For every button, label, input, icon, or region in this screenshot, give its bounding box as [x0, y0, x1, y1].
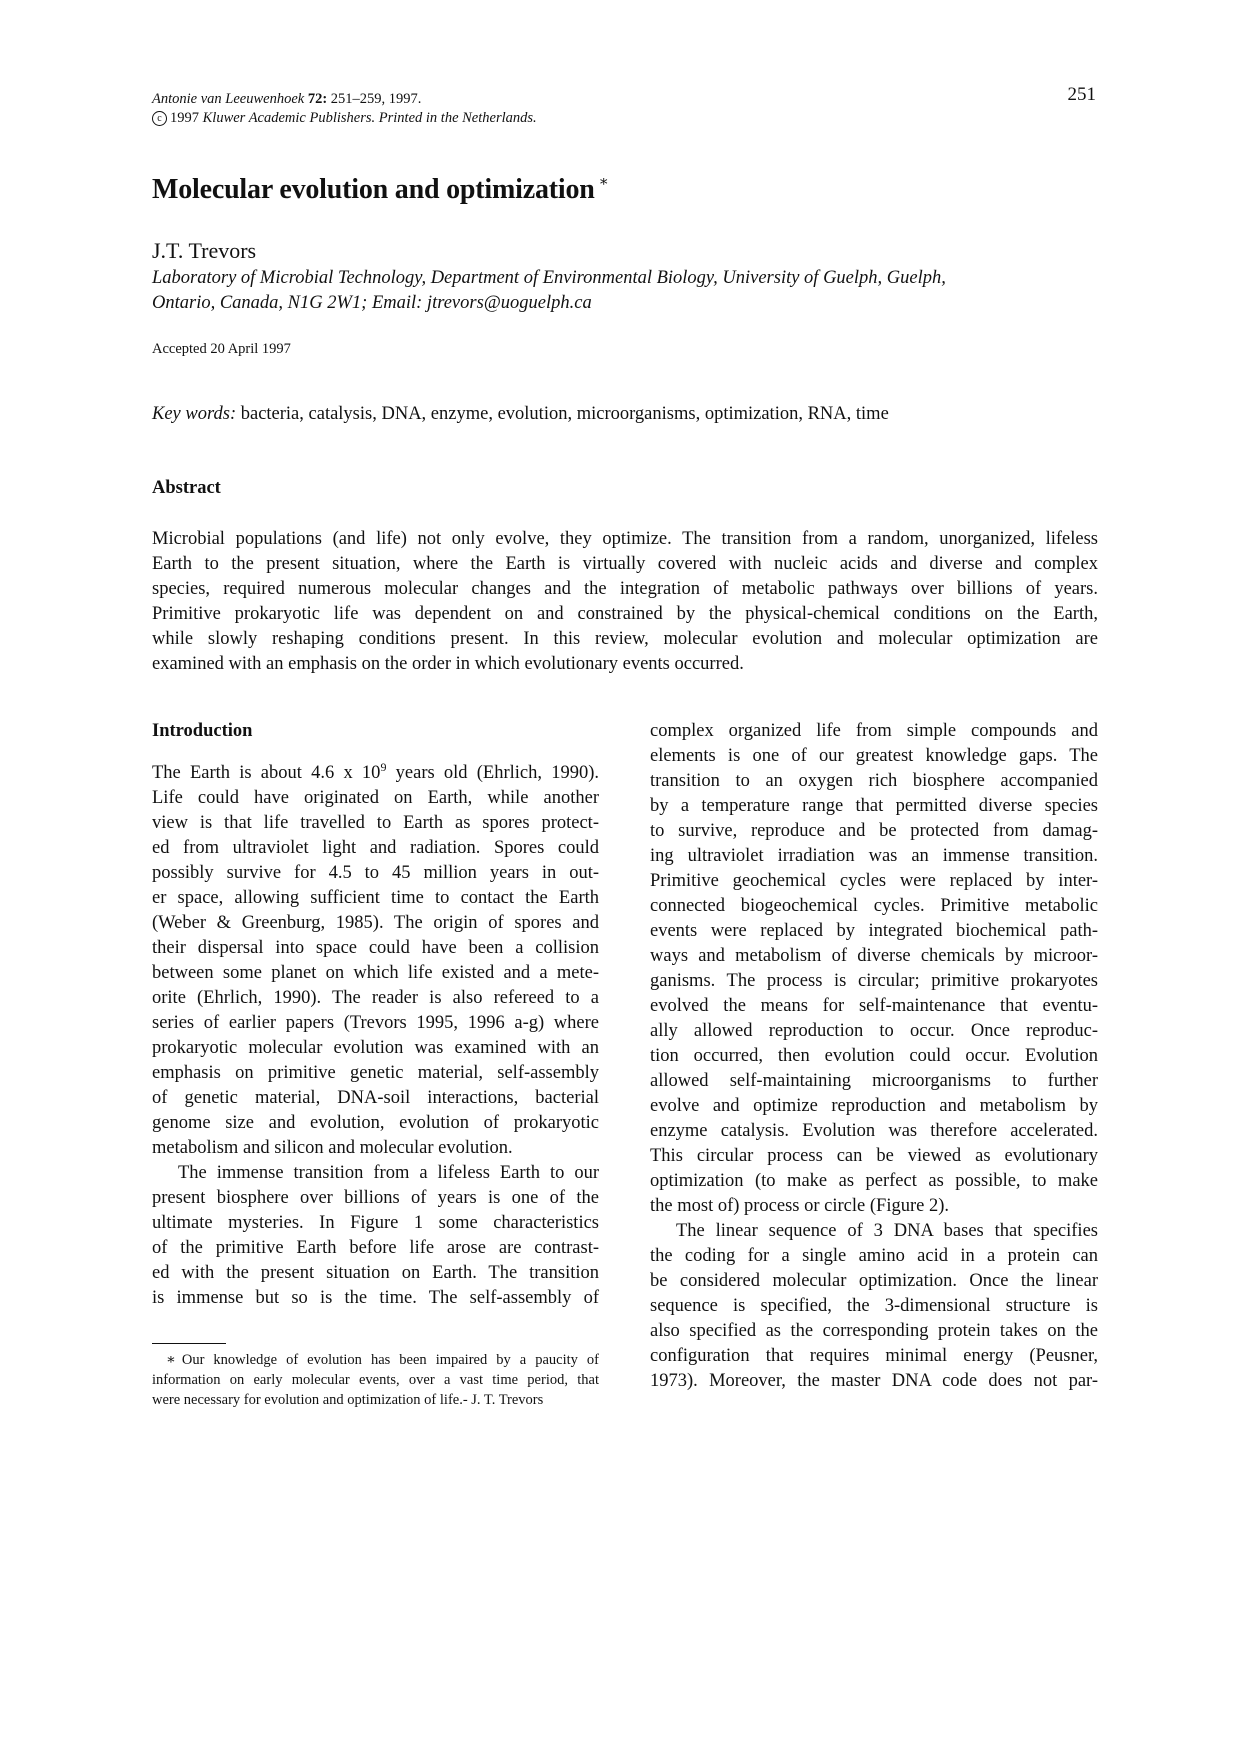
- body-line: ed from ultraviolet light and radiation. Spores could: [152, 838, 599, 858]
- body-line: orite (Ehrlich, 1990). The reader is also refereed to a: [152, 988, 599, 1008]
- body-line: present biosphere over billions of years is one of the: [152, 1188, 599, 1208]
- body-line: Primitive geochemical cycles were replaced by inter-: [650, 871, 1098, 891]
- abstract-line: examined with an emphasis on the order in which evolutionary events occurred.: [152, 654, 744, 674]
- body-line: series of earlier papers (Trevors 1995, 1996 a-g) where: [152, 1013, 599, 1033]
- paper-title: [152, 172, 609, 206]
- body-line: ganisms. The process is circular; primitive prokaryotes: [650, 971, 1098, 991]
- copyright-line: [152, 109, 537, 127]
- body-line: possibly survive for 4.5 to 45 million years in out-: [152, 863, 599, 883]
- intro-first-line: [152, 761, 599, 786]
- body-line: of genetic material, DNA-soil interactions, bacterial: [152, 1088, 599, 1108]
- publisher: Kluwer Academic Publishers.: [202, 110, 376, 126]
- body-line: optimization (to make as perfect as possible, to make: [650, 1171, 1098, 1191]
- abstract-line: Primitive prokaryotic life was dependent on and constrained by the physical-chemical conditions on the Earth,: [152, 604, 1098, 624]
- body-line: to survive, reproduce and be protected from damag-: [650, 821, 1098, 841]
- body-line: metabolism and silicon and molecular evolution.: [152, 1138, 513, 1158]
- body-line: er space, allowing sufficient time to contact the Earth: [152, 888, 599, 908]
- body-line: evolved the means for self-maintenance that eventu-: [650, 996, 1098, 1016]
- footnote-rule: [152, 1343, 226, 1344]
- paper-title-text: Molecular evolution and optimization: [152, 174, 595, 205]
- body-line: prokaryotic molecular evolution was examined with an: [152, 1038, 599, 1058]
- body-line: their dispersal into space could have been a collision: [152, 938, 599, 958]
- abstract-body: [152, 527, 1098, 677]
- body-line: ed with the present situation on Earth. The transition: [152, 1263, 599, 1283]
- keywords-label: Key words:: [152, 404, 237, 424]
- journal-pages: 251–259, 1997.: [330, 91, 422, 107]
- body-line: 1973). Moreover, the master DNA code does not par-: [650, 1371, 1098, 1391]
- body-line: the most of) process or circle (Figure 2).: [650, 1196, 949, 1216]
- journal-volume: 72:: [307, 91, 328, 107]
- author: J.T. Trevors: [152, 238, 257, 263]
- exponent: 9: [380, 760, 387, 774]
- body-line: allowed self-maintaining microorganisms to further: [650, 1071, 1098, 1091]
- abstract-line: Microbial populations (and life) not only evolve, they optimize. The transition from a random, unorganized, lifeless: [152, 529, 1098, 549]
- body-line: ally allowed reproduction to occur. Once reproduc-: [650, 1021, 1098, 1041]
- left-column: [152, 719, 599, 1311]
- body-line: the coding for a single amino acid in a protein can: [650, 1246, 1098, 1266]
- body-line: be considered molecular optimization. Once the linear: [650, 1271, 1098, 1291]
- affiliation-line: Ontario, Canada, N1G 2W1; Email: jtrevors@uoguelph.ca: [152, 293, 592, 313]
- body-line: also specified as the corresponding protein takes on the: [650, 1321, 1098, 1341]
- body-line: evolve and optimize reproduction and metabolism by: [650, 1096, 1098, 1116]
- body-line: The linear sequence of 3 DNA bases that specifies: [676, 1221, 1098, 1241]
- body-line: between some planet on which life existed and a mete-: [152, 963, 599, 983]
- body-line: genome size and evolution, evolution of prokaryotic: [152, 1113, 599, 1133]
- body-line: tion occurred, then evolution could occur. Evolution: [650, 1046, 1098, 1066]
- body-line: This circular process can be viewed as evolutionary: [650, 1146, 1098, 1166]
- body-line: elements is one of our greatest knowledge gaps. The: [650, 746, 1098, 766]
- affiliation-line: Laboratory of Microbial Technology, Department of Environmental Biology, University of Guelph, Guelph,: [152, 268, 946, 288]
- footnote-line: information on early molecular events, over a vast time period, that: [152, 1372, 599, 1388]
- copyright-icon: c: [152, 111, 167, 126]
- body-line: sequence is specified, the 3-dimensional structure is: [650, 1296, 1098, 1316]
- affiliation: [152, 266, 1102, 316]
- body-line: ways and metabolism of diverse chemicals by microor-: [650, 946, 1098, 966]
- body-line: complex organized life from simple compounds and: [650, 721, 1098, 741]
- intro-first-line-start: The Earth is about 4.6 x 10: [152, 763, 381, 783]
- keywords-text: bacteria, catalysis, DNA, enzyme, evolution, microorganisms, optimization, RNA, time: [240, 404, 889, 424]
- abstract-line: while slowly reshaping conditions present. In this review, molecular evolution and molecular optimization are: [152, 629, 1098, 649]
- footnote-line: were necessary for evolution and optimization of life.- J. T. Trevors: [152, 1392, 544, 1408]
- printed-note: Printed in the Netherlands.: [378, 110, 537, 126]
- right-column: [650, 719, 1098, 1394]
- footnote-text: Our knowledge of evolution has been impaired by a paucity of: [181, 1352, 599, 1368]
- copyright-year: 1997: [170, 110, 199, 126]
- journal-citation: [152, 90, 421, 108]
- intro-first-line-end: years old (Ehrlich, 1990).: [386, 763, 599, 783]
- body-line: emphasis on primitive genetic material, self-assembly: [152, 1063, 599, 1083]
- body-line: ing ultraviolet irradiation was an immense transition.: [650, 846, 1098, 866]
- body-line: is immense but so is the time. The self-assembly of: [152, 1288, 599, 1308]
- body-line: of the primitive Earth before life arose are contrast-: [152, 1238, 599, 1258]
- body-line: transition to an oxygen rich biosphere accompanied: [650, 771, 1098, 791]
- keywords: [152, 404, 889, 425]
- footnote-mark: ∗: [166, 1352, 176, 1368]
- body-line: configuration that requires minimal energy (Peusner,: [650, 1346, 1098, 1366]
- body-line: (Weber & Greenburg, 1985). The origin of spores and: [152, 913, 599, 933]
- abstract-line: Earth to the present situation, where the Earth is virtually covered with nucleic acids and diverse and complex: [152, 554, 1098, 574]
- accepted-date: Accepted 20 April 1997: [152, 341, 291, 357]
- title-footnote-mark: ∗: [598, 174, 609, 190]
- body-line: events were replaced by integrated biochemical path-: [650, 921, 1098, 941]
- body-line: ultimate mysteries. In Figure 1 some characteristics: [152, 1213, 599, 1233]
- page-number: 251: [1067, 84, 1096, 105]
- body-line: view is that life travelled to Earth as spores protect-: [152, 813, 599, 833]
- body-line: Life could have originated on Earth, while another: [152, 788, 599, 808]
- journal-name: Antonie van Leeuwenhoek: [152, 91, 305, 107]
- body-line: The immense transition from a lifeless Earth to our: [178, 1163, 599, 1183]
- introduction-heading: Introduction: [152, 721, 253, 741]
- abstract-line: species, required numerous molecular changes and the integration of metabolic pathways over billions of years.: [152, 579, 1098, 599]
- body-line: connected biogeochemical cycles. Primitive metabolic: [650, 896, 1098, 916]
- footnote-line: [152, 1350, 599, 1370]
- footnote: [152, 1350, 599, 1410]
- abstract-heading: Abstract: [152, 478, 221, 498]
- body-line: enzyme catalysis. Evolution was therefore accelerated.: [650, 1121, 1098, 1141]
- body-line: by a temperature range that permitted diverse species: [650, 796, 1098, 816]
